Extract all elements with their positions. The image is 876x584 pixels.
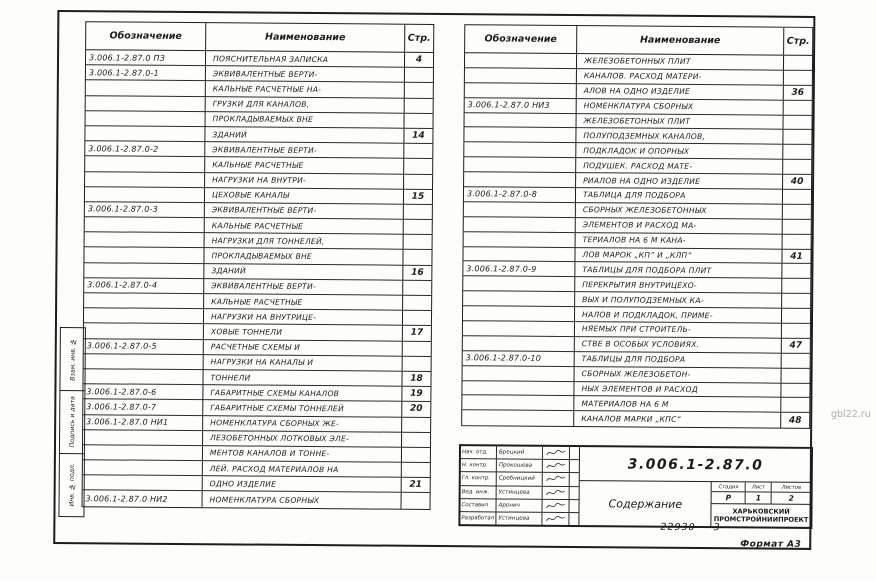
cell-name: ПОДУШЕК. РАСХОД МАТЕ- <box>576 158 783 175</box>
cell-designation <box>465 68 577 84</box>
strip-cell-vzam-inv <box>60 328 84 391</box>
cell-designation <box>463 321 575 337</box>
signature-icon <box>543 486 570 498</box>
cell-designation <box>85 187 205 203</box>
cell-page <box>405 68 433 83</box>
sheet-number-value: 3 <box>713 522 721 534</box>
signature-table <box>460 446 580 525</box>
cell-name: ПРОКЛАДЫВАЕМЫХ ВНЕ <box>204 249 403 266</box>
cell-page <box>404 144 432 159</box>
cell-name: МАТЕРИАЛОВ НА 6 М <box>574 397 781 414</box>
cell-designation <box>465 83 577 99</box>
cell-designation <box>85 217 205 233</box>
cell-page <box>782 264 810 279</box>
cell-name: КАЛЬНЫЕ РАСЧЕТНЫЕ <box>204 294 403 311</box>
cell-designation <box>463 277 575 293</box>
cell-page <box>783 130 811 145</box>
cell-page <box>403 296 431 311</box>
cell-name: ГРУЗКИ ДЛЯ КАНАЛОВ, <box>206 97 405 114</box>
cell-page: 17 <box>403 326 431 341</box>
cell-page <box>404 113 432 128</box>
cell-name: КАНАЛОВ МАРКИ „КПС” <box>574 411 781 428</box>
document-title: Содержание <box>580 481 712 526</box>
strip-cell-inv-podl <box>59 454 83 516</box>
cell-page <box>782 368 810 383</box>
signature-row <box>461 473 579 487</box>
cell-name: КАНАЛОВ. РАСХОД МАТЕРИ- <box>577 69 784 86</box>
signature-name: Сребницкий <box>497 473 543 486</box>
stage-value: Р <box>712 492 746 503</box>
cell-page <box>404 174 432 189</box>
cell-designation <box>83 430 203 446</box>
cell-designation <box>464 157 576 173</box>
cell-page: 41 <box>782 249 810 264</box>
cell-page: 15 <box>404 189 432 204</box>
cell-designation <box>84 248 204 264</box>
cell-name: ТАБЛИЦЫ ДЛЯ ПОДБОРА ПЛИТ <box>575 263 782 280</box>
cell-page: 21 <box>402 478 430 493</box>
cell-name: НАГРУЗКИ ДЛЯ ТОННЕЛЕЙ, <box>205 233 404 250</box>
cell-page <box>781 398 809 413</box>
signature-icon <box>543 473 570 485</box>
signature-role: Разработал <box>460 512 496 524</box>
cell-name: ПОЯСНИТЕЛЬНАЯ ЗАПИСКА <box>206 51 405 68</box>
cell-page: 19 <box>402 387 430 402</box>
organization-name: ХАРЬКОВСКИЙ ПРОМСТРОЙНИИПРОЕКТ <box>713 507 809 524</box>
side-strip <box>58 327 85 517</box>
title-block <box>458 444 813 529</box>
cell-designation <box>84 354 204 370</box>
cell-name: НОМЕНКЛАТУРА СБОРНЫХ <box>577 99 784 116</box>
cell-designation <box>84 263 204 279</box>
signature-date-cell <box>570 473 579 485</box>
cell-page <box>783 190 811 205</box>
cell-name: ТЕРИАЛОВ НА 6 М КАНА- <box>576 233 783 250</box>
cell-designation <box>83 369 203 385</box>
cell-page <box>781 383 809 398</box>
cell-page <box>402 448 430 463</box>
sheets-label: Листов <box>781 484 802 491</box>
cell-designation <box>83 460 203 476</box>
cell-page: 20 <box>402 402 430 417</box>
signature-icon <box>543 447 570 459</box>
cell-page <box>783 115 811 130</box>
cell-name: РИАЛОВ НА ОДНО ИЗДЕЛИЕ <box>576 173 783 190</box>
cell-page <box>403 250 431 265</box>
cell-name: АЛОВ НА ОДНО ИЗДЕЛИЕ <box>577 84 784 101</box>
cell-name: ТОННЕЛИ <box>203 370 402 387</box>
cell-page <box>402 432 430 447</box>
cell-name: НОМЕНКЛАТУРА СБОРНЫХ <box>203 492 402 509</box>
cell-designation: 3.006.1-2.87.0-5 <box>84 339 204 355</box>
cell-designation <box>84 293 204 309</box>
cell-name: ГАБАРИТНЫЕ СХЕМЫ КАНАЛОВ <box>203 385 402 402</box>
cell-page <box>783 145 811 160</box>
signature-date-cell <box>570 487 579 499</box>
cell-name: ВЫХ И ПОЛУПОДЗЕМНЫХ КА- <box>575 292 782 309</box>
strip-cell-podpis-data <box>60 391 84 454</box>
title-block-bottom <box>580 481 811 527</box>
cell-name: ЦЕХОВЫЕ КАНАЛЫ <box>205 188 404 205</box>
cell-name: ПЕРЕКРЫТИЯ ВНУТРИЦЕХО- <box>575 277 782 294</box>
signature-icon <box>542 500 569 512</box>
signature-date-cell <box>570 460 579 472</box>
cell-designation: 3.006.1-2.87.0-7 <box>83 400 203 416</box>
cell-designation <box>464 128 576 144</box>
cell-designation: 3.006.1-2.87.0 ПЗ <box>86 50 206 66</box>
cell-page <box>783 234 811 249</box>
signature-name: Устинцева <box>496 512 542 525</box>
table-header <box>465 25 812 56</box>
cell-designation <box>463 306 575 322</box>
cell-page <box>784 71 812 86</box>
signature-row <box>460 512 578 525</box>
cell-page: 14 <box>404 129 432 144</box>
sheet-label: Лист <box>746 482 772 491</box>
cell-designation: 3.006.1-2.87.0-2 <box>85 141 205 157</box>
signature-date-cell <box>569 513 578 525</box>
cell-name: ПОЛУПОДЗЕМНЫХ КАНАЛОВ, <box>576 129 783 146</box>
header-page: Стр. <box>407 32 431 44</box>
document-number: 3.006.1-2.87.0 <box>580 447 811 483</box>
cell-designation <box>463 291 575 307</box>
cell-page <box>783 160 811 175</box>
cell-designation <box>83 475 203 491</box>
cell-designation: 3.006.1-2.87.0-4 <box>84 278 204 294</box>
cell-designation: 3.006.1-2.87.0-3 <box>85 202 205 218</box>
cell-page: 47 <box>782 339 810 354</box>
cell-designation <box>462 381 574 397</box>
cell-designation <box>86 81 206 97</box>
cell-name: МЕНТОВ КАНАЛОВ И ТОННЕ- <box>203 446 402 463</box>
header-designation: Обозначение <box>86 22 206 50</box>
cell-name: ЭКВИВАЛЕНТНЫЕ ВЕРТИ- <box>204 279 403 296</box>
cell-name: ОДНО ИЗДЕЛИЕ <box>203 476 402 493</box>
cell-designation: 3.006.1-2.87.0-6 <box>83 384 203 400</box>
cell-name: СБОРНЫХ ЖЕЛЕЗОБЕТОННЫХ <box>576 203 783 220</box>
cell-designation <box>464 202 576 218</box>
cell-name: КАЛЬНЫЕ РАСЧЕТНЫЕ <box>205 218 404 235</box>
cell-designation: 3.006.1-2.87.0 НИ1 <box>83 415 203 431</box>
cell-name: ЭКВИВАЛЕНТНЫЕ ВЕРТИ- <box>205 203 404 220</box>
cell-page <box>402 463 430 478</box>
stage-label: Стадия <box>712 482 746 491</box>
cell-page <box>405 83 433 98</box>
cell-name: СТВЕ В ОСОБЫХ УСЛОВИЯХ. <box>575 337 782 354</box>
contents-table-left <box>82 21 435 509</box>
header-page: Стр. <box>786 35 810 47</box>
order-number <box>660 522 720 533</box>
cell-name: ХОВЫЕ ТОННЕЛИ <box>204 325 403 342</box>
cell-name: ЖЕЛЕЗОБЕТОННЫХ ПЛИТ <box>577 114 784 131</box>
cell-name: ТАБЛИЦЫ ДЛЯ ПОДБОРА <box>575 352 782 369</box>
cell-name: НАГРУЗКИ НА ВНУТРИ- <box>205 173 404 190</box>
cell-designation <box>85 232 205 248</box>
signature-role: Н. контр. <box>461 459 497 471</box>
cell-designation <box>83 445 203 461</box>
table-body <box>83 50 434 508</box>
signature-role: Вед. инж. <box>461 486 497 498</box>
title-block-right <box>580 447 811 527</box>
signature-name: Аронич <box>496 499 542 512</box>
strip-label: Инв. № подл. <box>68 463 76 507</box>
signature-role: Составил <box>460 499 496 511</box>
cell-name: ПРОКЛАДЫВАЕМЫХ ВНЕ <box>206 112 405 129</box>
strip-label: Взам. инв. № <box>69 337 77 381</box>
cell-page <box>403 341 431 356</box>
cell-page <box>404 235 432 250</box>
cell-page: 18 <box>402 372 430 387</box>
cell-designation <box>463 336 575 352</box>
stage-values-row <box>712 492 811 505</box>
cell-page: 4 <box>405 53 433 68</box>
cell-page <box>784 56 812 71</box>
cell-page <box>783 220 811 235</box>
cell-name: ЛОВ МАРОК „КП” И „КЛП” <box>575 248 782 265</box>
signature-name: Прокошева <box>497 460 543 473</box>
watermark: gbl22.ru <box>831 409 871 420</box>
cell-name: НЫХ ЭЛЕМЕНТОВ И РАСХОД <box>574 382 781 399</box>
table-header <box>86 22 433 53</box>
cell-designation <box>86 96 206 112</box>
signature-row <box>461 486 579 500</box>
strip-label: Подпись и дата <box>68 396 76 448</box>
cell-designation: 3.006.1-2.87.0-9 <box>463 262 575 278</box>
signature-date-cell <box>570 447 579 459</box>
table-body <box>462 53 812 428</box>
contents-table-right <box>461 24 813 429</box>
cell-name: СБОРНЫХ ЖЕЛЕЗОБЕТОН- <box>575 367 782 384</box>
cell-designation <box>464 172 576 188</box>
cell-name: КАЛЬНЫЕ РАСЧЕТНЫЕ <box>205 157 404 174</box>
signature-icon <box>543 460 570 472</box>
cell-designation <box>464 232 576 248</box>
header-designation: Обозначение <box>465 25 577 53</box>
cell-name: РАСЧЕТНЫЕ СХЕМЫ И <box>204 340 403 357</box>
cell-name: ЗДАНИЙ <box>205 127 404 144</box>
cell-designation: 3.006.1-2.87.0 НИ3 <box>465 98 577 114</box>
header-name: Наименование <box>206 23 405 52</box>
cell-designation <box>465 113 577 129</box>
cell-designation <box>462 396 574 412</box>
cell-page: 36 <box>784 85 812 100</box>
cell-page <box>403 281 431 296</box>
cell-page <box>404 220 432 235</box>
cell-page <box>402 417 430 432</box>
cell-designation <box>462 411 574 427</box>
cell-page <box>782 309 810 324</box>
cell-designation <box>86 111 206 127</box>
format-label: Формат А3 <box>740 539 802 550</box>
cell-name: НАЛОВ И ПОДКЛАДОК, ПРИМЕ- <box>575 307 782 324</box>
cell-page <box>402 493 430 508</box>
cell-page <box>782 324 810 339</box>
signature-icon <box>542 513 569 525</box>
cell-designation <box>84 308 204 324</box>
header-name: Наименование <box>577 26 784 55</box>
cell-page <box>403 311 431 326</box>
cell-name: ЗДАНИЙ <box>204 264 403 281</box>
cell-page <box>782 279 810 294</box>
table-row <box>462 411 809 429</box>
cell-name: ПОДКЛАДОК И ОПОРНЫХ <box>576 143 783 160</box>
cell-page: 48 <box>788 415 802 426</box>
cell-name: ЖЕЛЕЗОБЕТОННЫХ ПЛИТ <box>577 54 784 71</box>
cell-designation: 3.006.1-2.87.0-1 <box>86 65 206 81</box>
cell-name: НАГРУЗКИ НА КАНАЛЫ И <box>204 355 403 372</box>
sheets-value: 2 <box>788 493 794 503</box>
cell-page <box>784 100 812 115</box>
signature-name: Брецкий <box>497 446 543 459</box>
cell-designation <box>85 157 205 173</box>
cell-name: НОМЕНКЛАТУРА СБОРНЫХ ЖЕ- <box>203 416 402 433</box>
cell-designation <box>464 143 576 159</box>
cell-designation <box>85 172 205 188</box>
cell-designation <box>85 126 205 142</box>
cell-page: 16 <box>403 265 431 280</box>
cell-designation: 3.006.1-2.87.0-8 <box>464 187 576 203</box>
cell-name: ЛЕЙ. РАСХОД МАТЕРИАЛОВ НА <box>203 461 402 478</box>
cell-name: ТАБЛИЦА ДЛЯ ПОДБОРА <box>576 188 783 205</box>
signature-role: Гл. контр. <box>461 473 497 485</box>
cell-page <box>404 205 432 220</box>
cell-name: ЭЛЕМЕНТОВ И РАСХОД МА- <box>576 218 783 235</box>
cell-name: КАЛЬНЫЕ РАСЧЕТНЫЕ НА- <box>206 82 405 99</box>
cell-name: ЭКВИВАЛЕНТНЫЕ ВЕРТИ- <box>206 66 405 83</box>
cell-name: ЛЕЗОБЕТОННЫХ ЛОТКОВЫХ ЭЛЕ- <box>203 431 402 448</box>
table-row <box>83 491 430 509</box>
cell-designation <box>463 247 575 263</box>
signature-row <box>460 499 578 513</box>
cell-page <box>404 159 432 174</box>
cell-designation: 3.006.1-2.87.0 НИ2 <box>83 491 203 507</box>
cell-page: 40 <box>783 175 811 190</box>
order-number-value: 22930 <box>660 521 696 534</box>
cell-name: НЯЕМЫХ ПРИ СТРОИТЕЛЬ- <box>575 322 782 339</box>
cell-page <box>783 205 811 220</box>
cell-page <box>782 294 810 309</box>
cell-page <box>405 98 433 113</box>
signature-date-cell <box>569 500 578 512</box>
cell-designation <box>464 217 576 233</box>
sheet-value: 1 <box>746 492 772 503</box>
signature-row <box>461 446 579 460</box>
cell-designation <box>465 53 577 69</box>
signature-row <box>461 459 579 473</box>
cell-page <box>403 356 431 371</box>
cell-name: ГАБАРИТНЫЕ СХЕМЫ ТОННЕЛЕЙ <box>203 400 402 417</box>
cell-designation: 3.006.1-2.87.0-10 <box>463 351 575 367</box>
cell-designation <box>463 366 575 382</box>
cell-name: ЭКВИВАЛЕНТНЫЕ ВЕРТИ- <box>205 142 404 159</box>
cell-designation <box>84 324 204 340</box>
signature-role: Нач. отд. <box>461 446 497 458</box>
signature-name: Устинцева <box>497 486 543 499</box>
cell-page <box>782 354 810 369</box>
stage-sheet-block <box>712 482 811 527</box>
cell-name: НАГРУЗКИ НА ВНУТРИЦЕ- <box>204 309 403 326</box>
